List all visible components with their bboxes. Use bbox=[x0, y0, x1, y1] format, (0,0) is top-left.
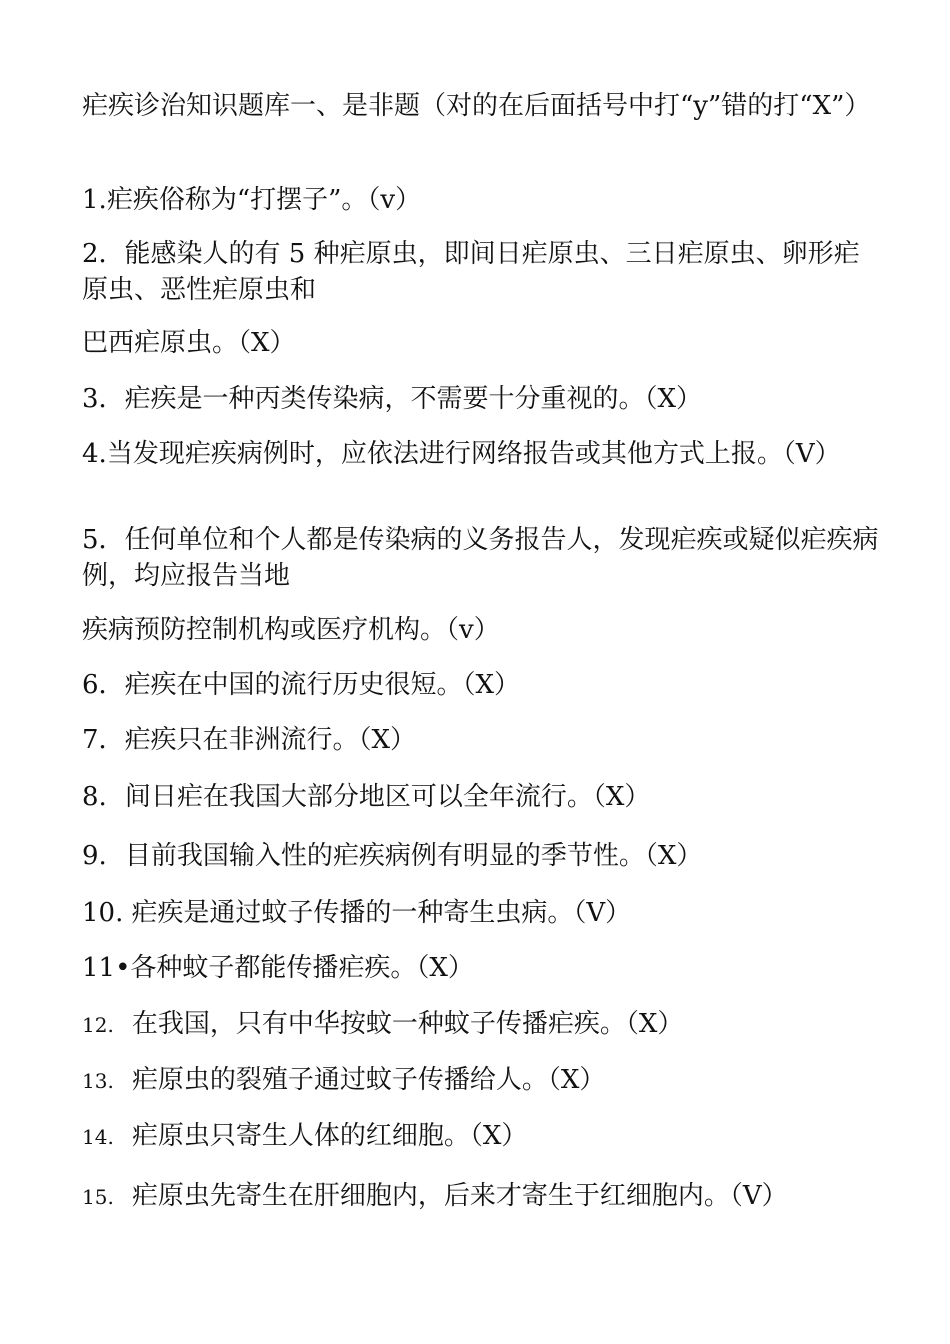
question-text: 目前我国输入性的疟疾病例有明显的季节性。（X） bbox=[124, 841, 703, 871]
question-10 bbox=[82, 895, 882, 931]
question-number: 1. bbox=[82, 185, 107, 215]
question-number: 8. bbox=[82, 782, 107, 812]
question-number: 4. bbox=[82, 439, 107, 469]
question-number: 7． bbox=[82, 725, 125, 755]
question-number: 10. bbox=[82, 898, 124, 928]
question-number: 12. bbox=[82, 1013, 114, 1037]
question-text: 疟疾是一种丙类传染病，不需要十分重视的。（X） bbox=[124, 384, 703, 414]
question-15 bbox=[82, 1178, 882, 1215]
question-6 bbox=[82, 667, 882, 703]
question-text: 疟疾俗称为“打摆子”。（v） bbox=[106, 185, 422, 215]
question-2 bbox=[82, 236, 882, 308]
question-text: 疾病预防控制机构或医疗机构。（v） bbox=[82, 615, 500, 645]
question-text: 能感染人的有 5 种疟原虫，即间日疟原虫、三日疟原虫、卵形疟原虫、恶性疟原虫和 bbox=[82, 239, 860, 305]
question-text: 巴西疟原虫。（X） bbox=[82, 328, 296, 358]
title-text: 疟疾诊治知识题库一、是非题（对的在后面括号中打“y”错的打“X”） bbox=[82, 91, 871, 121]
question-8 bbox=[82, 779, 882, 815]
question-text: 疟疾只在非洲流行。（X） bbox=[124, 725, 417, 755]
question-13 bbox=[82, 1062, 882, 1099]
question-text: 在我国，只有中华按蚊一种蚊子传播疟疾。（X） bbox=[131, 1009, 684, 1039]
question-3 bbox=[82, 381, 882, 417]
question-9 bbox=[82, 838, 882, 874]
question-5-continued bbox=[82, 612, 882, 648]
question-text: 任何单位和个人都是传染病的义务报告人，发现疟疾或疑似疟疾病例，均应报告当地 bbox=[82, 525, 879, 591]
question-number: 15. bbox=[82, 1185, 114, 1209]
question-number: 11• bbox=[82, 953, 131, 983]
question-text: 疟原虫先寄生在肝细胞内，后来才寄生于红细胞内。（V） bbox=[131, 1181, 788, 1211]
question-number: 13. bbox=[82, 1069, 114, 1093]
question-14 bbox=[82, 1118, 882, 1155]
question-number: 2． bbox=[82, 239, 125, 269]
question-text: 疟原虫的裂殖子通过蚊子传播给人。（X） bbox=[131, 1065, 606, 1095]
question-number: 14. bbox=[82, 1125, 114, 1149]
question-text: 当发现疟疾病例时，应依法进行网络报告或其他方式上报。（V） bbox=[106, 439, 841, 469]
question-1 bbox=[82, 182, 882, 218]
document-title bbox=[82, 88, 882, 124]
question-number: 3． bbox=[82, 384, 125, 414]
question-text: 疟疾在中国的流行历史很短。（X） bbox=[124, 670, 521, 700]
question-11 bbox=[82, 950, 882, 986]
question-4 bbox=[82, 436, 882, 472]
question-number: 6． bbox=[82, 670, 125, 700]
question-text: 疟疾是通过蚊子传播的一种寄生虫病。（V） bbox=[131, 898, 632, 928]
question-text: 各种蚊子都能传播疟疾。（X） bbox=[130, 953, 474, 983]
question-number: 9. bbox=[82, 841, 107, 871]
question-text: 疟原虫只寄生人体的红细胞。（X） bbox=[131, 1121, 528, 1151]
question-text: 间日疟在我国大部分地区可以全年流行。（X） bbox=[124, 782, 651, 812]
question-7 bbox=[82, 722, 882, 758]
question-5 bbox=[82, 522, 882, 594]
question-number: 5． bbox=[82, 525, 125, 555]
question-12 bbox=[82, 1006, 882, 1043]
question-2-continued bbox=[82, 325, 882, 361]
